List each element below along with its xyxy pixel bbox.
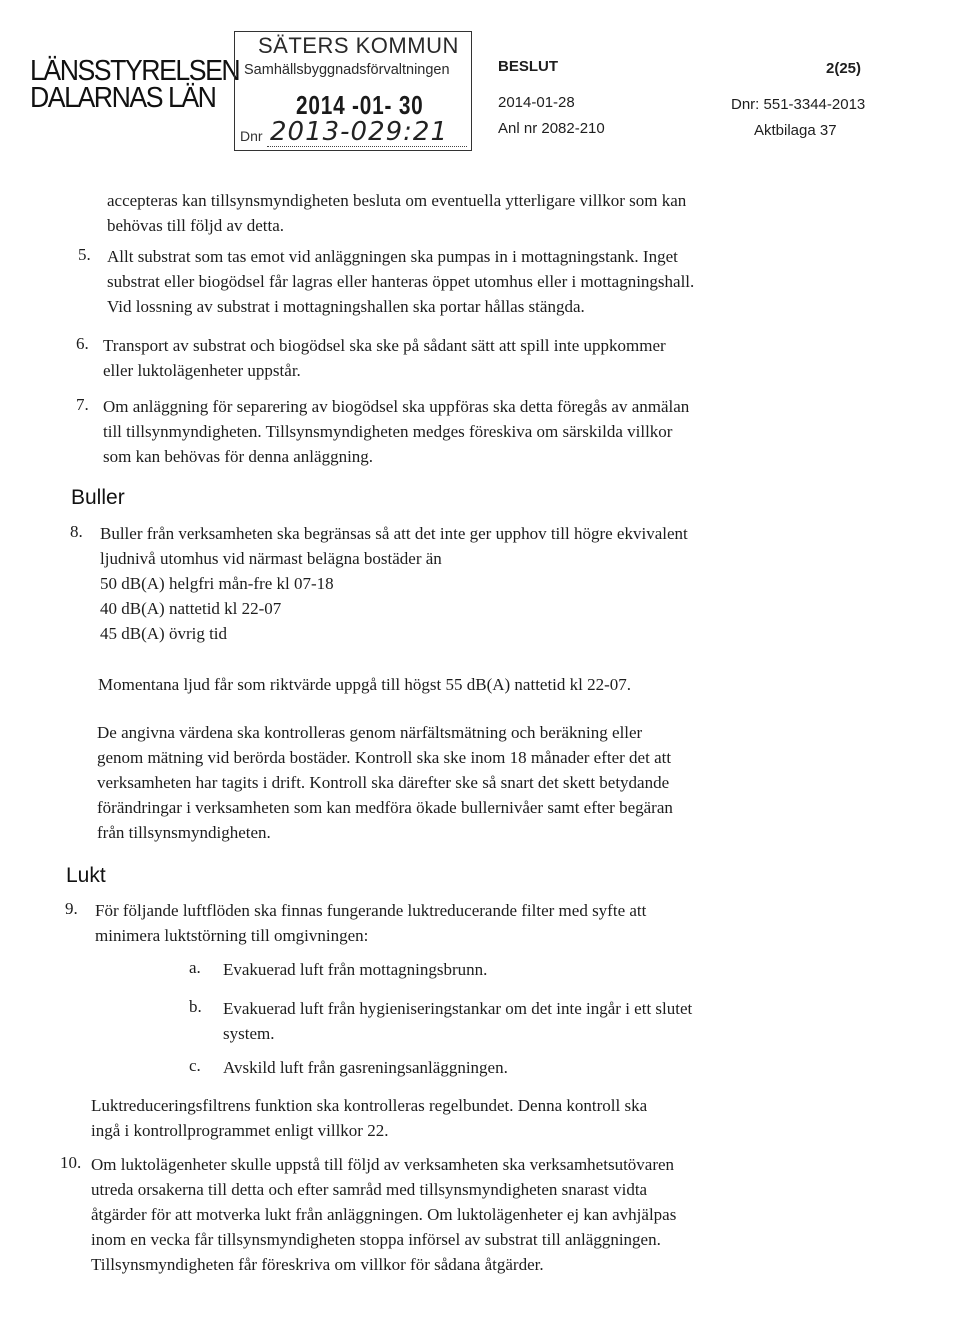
attachment-number: Aktbilaga 37	[754, 122, 837, 139]
subitem-c: Avskild luft från gasreningsanläggningen.	[223, 1058, 508, 1077]
document-date: 2014-01-28	[498, 94, 575, 111]
text-line: De angivna värdena ska kontrolleras genom närfältsmätning och beräkning eller	[97, 723, 643, 742]
stamp-date: 2014 -01- 30	[296, 90, 424, 120]
text-line: genom mätning vid berörda bostäder. Kontroll ska ske inom 18 månader efter det att	[97, 748, 672, 767]
text-line: Allt substrat som tas emot vid anläggningen ska pumpas in i mottagningstank. Inget	[107, 247, 678, 266]
text-line: som kan behövas för denna anläggning.	[103, 447, 374, 466]
text-line: Buller från verksamheten ska begränsas så att det inte ger upphov till högre ekvivalent	[100, 524, 688, 543]
item-number: 6.	[76, 334, 89, 353]
subitem-label: a.	[189, 958, 201, 977]
noise-control-paragraph	[97, 720, 673, 845]
item-number: 8.	[70, 522, 83, 541]
condition-6	[103, 333, 666, 383]
condition-10	[91, 1152, 676, 1277]
anl-number: Anl nr 2082-210	[498, 120, 605, 137]
noise-limit-other: 45 dB(A) övrig tid	[100, 624, 228, 643]
text-line: utreda orsakerna till detta och efter samråd med tillsynsmyndigheten snarast vidta	[91, 1180, 648, 1199]
text-line: Transport av substrat och biogödsel ska ske på sådant sätt att spill inte uppkommer	[103, 336, 666, 355]
subitem-label: b.	[189, 997, 202, 1016]
stamp-municipality: SÄTERS KOMMUN	[258, 33, 459, 58]
text-line: För följande luftflöden ska finnas fungerande luktreducerande filter med syfte att	[95, 901, 647, 920]
condition-7	[103, 394, 689, 469]
authority-name-line2: DALARNAS LÄN	[30, 82, 216, 114]
text-line: till tillsynmyndigheten. Tillsynsmyndigheten medges föreskiva om särskilda villkor	[103, 422, 673, 441]
filter-control-paragraph	[91, 1093, 647, 1143]
section-heading-lukt: Lukt	[66, 864, 106, 887]
item-number: 5.	[78, 245, 91, 264]
item-number: 9.	[65, 899, 78, 918]
subitem-label: c.	[189, 1056, 201, 1075]
text-line: verksamheten har tagits i drift. Kontroll ska därefter ske så snart det skett betydande	[97, 773, 670, 792]
momentary-noise-text: Momentana ljud får som riktvärde uppgå till högst 55 dB(A) nattetid kl 22-07.	[98, 675, 632, 694]
text-line: ljudnivå utomhus vid närmast belägna bostäder än	[100, 549, 442, 568]
intro-paragraph	[107, 188, 686, 238]
text-line: Om anläggning för separering av biogödsel ska uppföras ska detta föregås av anmälan	[103, 397, 690, 416]
stamp-dotted-line	[267, 146, 467, 147]
text-line: Luktreduceringsfiltrens funktion ska kontrolleras regelbundet. Denna kontroll ska	[91, 1096, 648, 1115]
text-line: inom en vecka får tillsynsmyndigheten stoppa införsel av substrat till anläggningen.	[91, 1230, 661, 1249]
page-number: 2(25)	[826, 60, 862, 77]
document-dnr: Dnr: 551-3344-2013	[731, 96, 866, 113]
subitem-a: Evakuerad luft från mottagningsbrunn.	[223, 960, 488, 979]
text-line: substrat eller biogödsel får lagras eller hanteras öppet utomhus eller i mottagningshall.	[107, 272, 695, 291]
noise-limit-night: 40 dB(A) nattetid kl 22-07	[100, 599, 282, 618]
item-number: 7.	[76, 395, 89, 414]
text-line: från tillsynsmyndigheten.	[97, 823, 271, 842]
text-line: Om luktolägenheter skulle uppstå till följd av verksamheten ska verksamhetsutövaren	[91, 1155, 675, 1174]
subitem-b	[223, 996, 692, 1046]
text-line: åtgärder för att motverka lukt från anläggningen. Om luktolägenheter ej kan avhjälpas	[91, 1205, 677, 1224]
text-line: Evakuerad luft från hygieniseringstankar om det inte ingår i ett slutet	[223, 999, 693, 1018]
text-line: system.	[223, 1024, 275, 1043]
text-line: förändringar i verksamheten som kan medföra ökade bullernivåer samt efter begäran	[97, 798, 673, 817]
condition-9	[95, 898, 646, 948]
condition-5	[107, 244, 694, 319]
noise-limit-day: 50 dB(A) helgfri mån-fre kl 07-18	[100, 574, 334, 593]
condition-8	[100, 521, 688, 646]
text-line: ingå i kontrollprogrammet enligt villkor 22.	[91, 1121, 389, 1140]
text-line: minimera luktstörning till omgivningen:	[95, 926, 369, 945]
stamp-handwritten-dnr: 2013-029:21	[270, 117, 449, 147]
text-line: Vid lossning av substrat i mottagningshallen ska portar hållas stängda.	[107, 297, 585, 316]
authority-logo	[30, 55, 240, 114]
section-heading-buller: Buller	[71, 486, 125, 509]
stamp-department: Samhällsbyggnadsförvaltningen	[244, 62, 450, 78]
text-line: eller luktolägenheter uppstår.	[103, 361, 301, 380]
text-line: behövas till följd av detta.	[107, 216, 285, 235]
document-type: BESLUT	[498, 58, 558, 75]
text-line: Tillsynsmyndigheten får föreskriva om villkor för sådana åtgärder.	[91, 1255, 544, 1274]
stamp-dnr-label: Dnr	[240, 128, 263, 144]
item-number: 10.	[60, 1153, 82, 1172]
text-line: accepteras kan tillsynsmyndigheten besluta om eventuella ytterligare villkor som kan	[107, 191, 687, 210]
authority-name-line1: LÄNSSTYRELSEN	[30, 55, 240, 87]
